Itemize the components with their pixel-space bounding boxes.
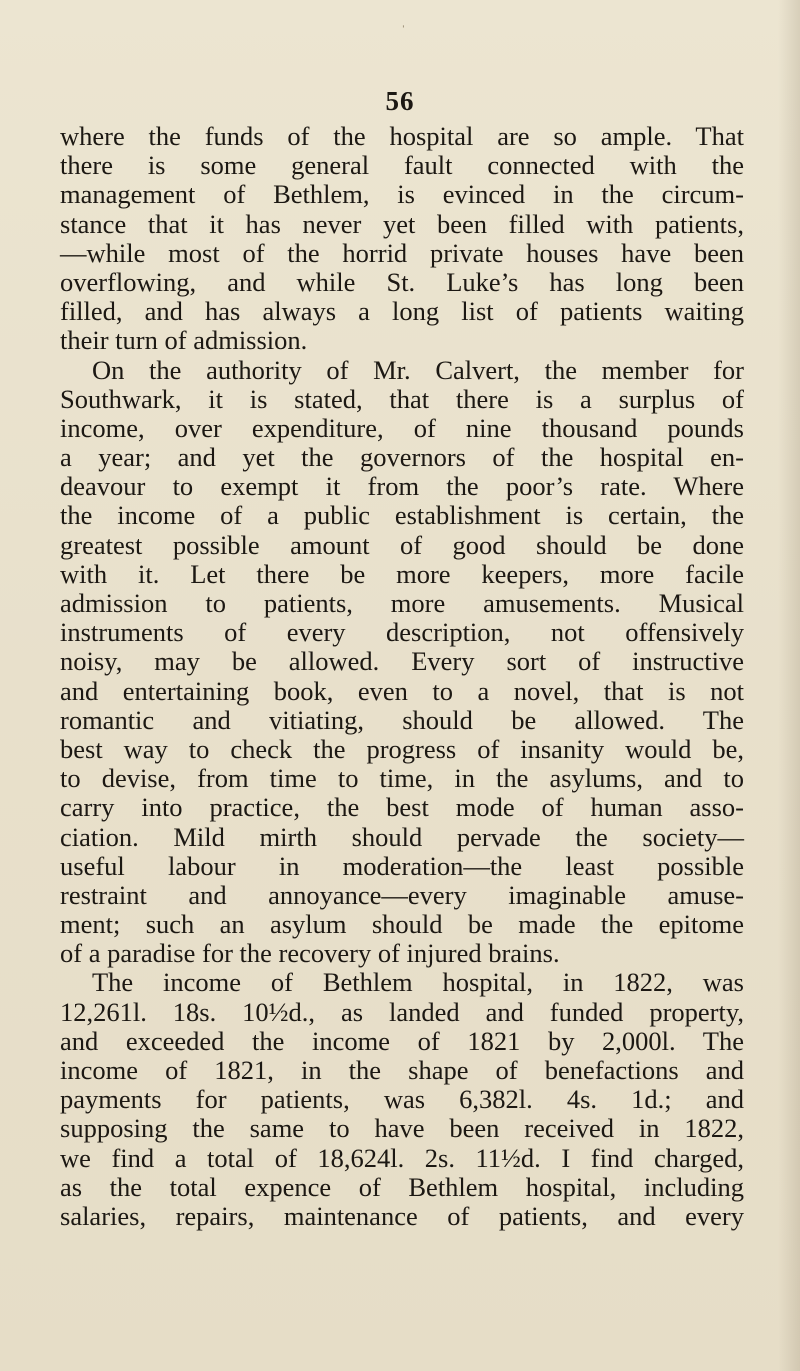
text-line: income, over expenditure, of nine thousand pounds [60,412,744,443]
text-line: the income of a public establishment is certain, the [60,500,744,531]
text-line: admission to patients, more amusements. Musical [60,588,744,618]
body-text [60,122,744,1231]
print-mark: ˈ [401,24,406,39]
text-line: ment; such an asylum should be made the epitome [60,909,744,940]
text-line: supposing the same to have been received in 1822, [60,1113,744,1144]
text-line: income of 1821, in the shape of benefactions and [60,1055,744,1085]
text-line: instruments of every description, not offensively [60,617,744,648]
text-line: noisy, may be allowed. Every sort of instructive [60,646,744,677]
text-line: carry into practice, the best mode of human asso- [60,792,744,823]
text-line: Southwark, it is stated, that there is a surplus of [60,383,744,414]
text-line: stance that it has never yet been filled with patients, [60,208,744,239]
text-line: salaries, repairs, maintenance of patients, and every [60,1200,744,1231]
text-line: a year; and yet the governors of the hospital en- [60,442,744,473]
text-line: 12,261l. 18s. 10½d., as landed and funded property, [60,996,744,1027]
text-line: filled, and has always a long list of patients waiting [60,296,744,327]
text-line: On the authority of Mr. Calvert, the member for [92,354,744,385]
text-line: The income of Bethlem hospital, in 1822, was [92,967,744,998]
text-line: of a paradise for the recovery of injured brains. [60,938,560,969]
text-line: we find a total of 18,624l. 2s. 11½d. I find charged, [60,1142,744,1173]
text-line: their turn of admission. [60,325,308,356]
text-line: and entertaining book, even to a novel, that is not [60,675,744,706]
text-line: romantic and vitiating, should be allowed. The [60,704,744,735]
text-line: useful labour in moderation—the least possible [60,850,744,881]
text-line: greatest possible amount of good should be done [60,529,744,560]
text-line: management of Bethlem, is evinced in the circum- [60,179,744,210]
text-line: overflowing, and while St. Luke’s has long been [60,266,744,297]
text-line: where the funds of the hospital are so ample. That [60,121,744,151]
text-line: —while most of the horrid private houses have been [60,237,744,268]
text-line: deavour to exempt it from the poor’s rate. Where [60,471,744,502]
page-edge-shadow [778,0,800,1371]
text-line: restraint and annoyance—every imaginable amuse- [60,879,744,910]
text-line: best way to check the progress of insanity would be, [60,733,744,764]
text-line: and exceeded the income of 1821 by 2,000l. The [60,1025,744,1056]
text-line: as the total expence of Bethlem hospital, including [60,1171,744,1202]
page-number: 56 [385,86,415,116]
text-line: to devise, from time to time, in the asylums, and to [60,763,744,794]
text-line: with it. Let there be more keepers, more facile [60,558,744,589]
text-line: payments for patients, was 6,382l. 4s. 1d.; and [60,1084,744,1115]
text-line: ciation. Mild mirth should pervade the society— [60,821,744,852]
text-line: there is some general fault connected with the [60,150,744,181]
